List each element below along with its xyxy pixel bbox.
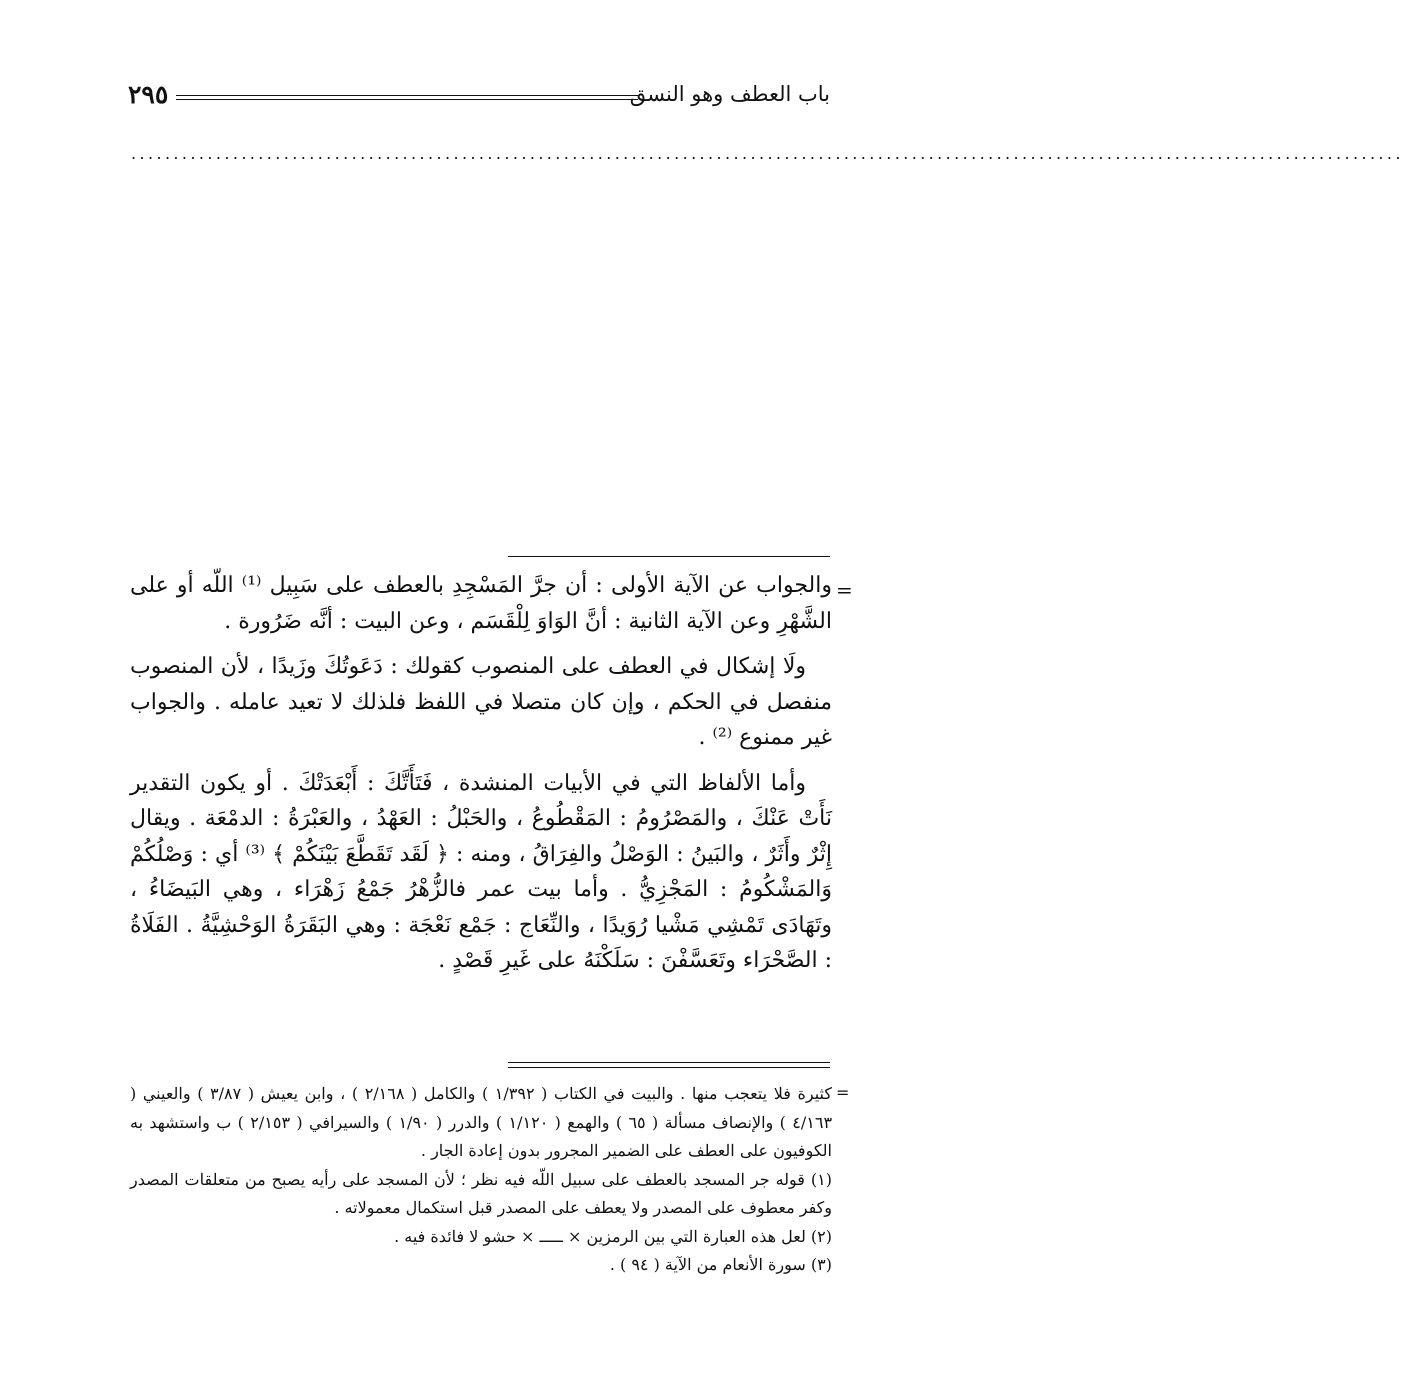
- footnote: (١) قوله جر المسجد بالعطف على سبيل اللّه فيه نظر ؛ لأن المسجد على رأيه يصبح من متعلقات المصدر وكفر معطوف على المصدر ولا يعطف على المصدر قبل استكمال معمولاته .: [130, 1169, 832, 1217]
- page-number: ٢٩٥: [128, 80, 169, 109]
- running-header: [128, 82, 830, 112]
- footnote-rule: [508, 1062, 830, 1068]
- continuation-mark: =: [836, 578, 853, 602]
- header-rule: [176, 95, 638, 100]
- footnotes: [130, 1080, 832, 1280]
- footnote: (٣) سورة الأنعام من الآية ( ٩٤ ) .: [609, 1255, 832, 1274]
- paragraph: والجواب عن الآية الأولى : أن جرَّ المَسْجِدِ بالعطف على سَبِيل ⁽¹⁾ اللّه أو على الشَّهْرِ وعن الآية الثانية : أنَّ الوَاوَ لِلْقَسَم ، وعن البيت : أنَّه ضَرُورة .: [130, 573, 832, 634]
- footnote-continuation-mark: =: [836, 1083, 850, 1102]
- header-title: باب العطف وهو النسق: [629, 82, 830, 106]
- footnote: كثيرة فلا يتعجب منها . والبيت في الكتاب ( ١/٣٩٢ ) والكامل ( ٢/١٦٨ ) ، وابن يعيش ( ٣/٨٧ ) والعيني ( ٤/١٦٣ ) والإنصاف مسألة ( ٦٥ ) والهمع ( ١/١٢٠ ) والدرر ( ١/٩٠ ) والسيرافي ( ٢/١٥٣ ) ب واستشهد به الكوفيون على العطف على الضمير المجرور بدون إعادة الجار .: [130, 1084, 833, 1160]
- paragraph: وأما الألفاظ التي في الأبيات المنشدة ، فَتَأَتَّكَ : أَبْعَدَتْكَ . أو يكون التقدير نَأَتْ عَنْكَ ، والمَصْرُومُ : المَقْطُوعُ ، والحَبْلُ : العَهْدُ ، والعَبْرَةُ : الدمْعَة . ويقال إِثْرٌ وأَثَرٌ ، والبَينُ : الوَصْلُ والفِرَاقُ ، ومنه : ﴿ لَقَد تَقَطَّعَ بَيْنَكُمْ ﴾ ⁽³⁾ أي : وَصْلُكُمْ وَالمَشْكُومُ : المَجْزِيُّ . وأما بيت عمر فالزُّهْرُ جَمْعُ زَهْرَاء ، وهي البَيضَاءُ ، وتَهَادَى تَمْشِي مَشْيا رُوَيدًا ، والنِّعَاج : جَمْع نَعْجَة : وهي البَقَرَةُ الوَحْشِيَّةُ . الفَلَاةُ : الصَّحْرَاء وتَعَسَّفْنَ : سَلَكْنَهُ على غَيرِ قَصْدٍ .: [130, 770, 832, 973]
- section-rule: [508, 556, 830, 557]
- footnote: (٢) لعل هذه العبارة التي بين الرمزين × ـــــ × حشو لا فائدة فيه .: [394, 1226, 832, 1246]
- main-text: [130, 568, 832, 989]
- dotted-separator: ......................................................................................................................................................: [131, 144, 1404, 163]
- paragraph: ولَا إشكال في العطف على المنصوب كقولك : دَعَوتُكَ وزَيدًا ، لأن المنصوب منفصل في الحكم ، وإن كان متصلا في اللفظ فلذلك لا تعيد عامله . والجواب غير ممنوع ⁽²⁾ .: [130, 654, 832, 750]
